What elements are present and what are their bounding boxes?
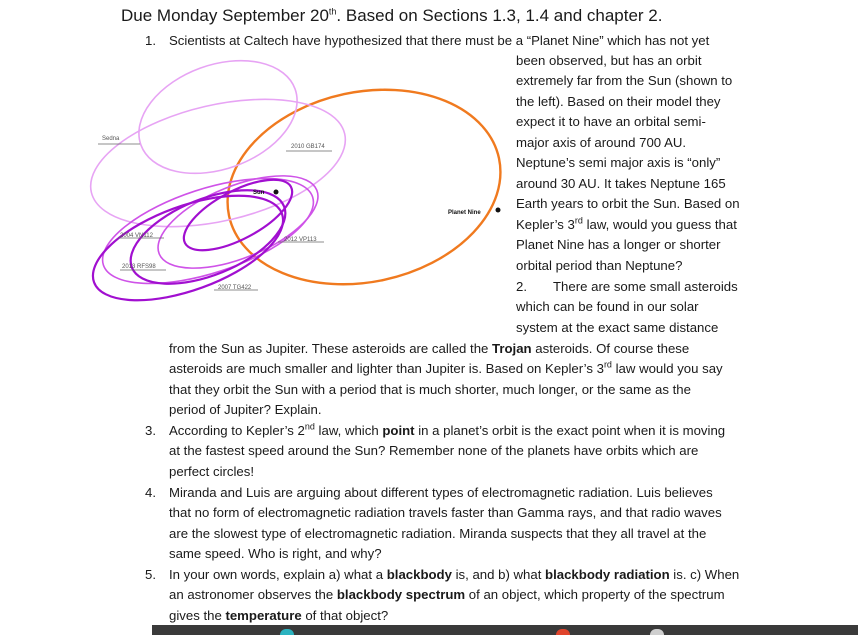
q4-line-4: same speed. Who is right, and why? — [169, 546, 382, 561]
q1-line-2: been observed, but has an orbit — [516, 53, 702, 68]
q1-line-11: Planet Nine has a longer or shorter — [516, 237, 721, 252]
q2-line-6: that they orbit the Sun with a period that is much shorter, much longer, or the same as the — [169, 382, 691, 397]
q4-number: 4. — [145, 485, 156, 500]
label-2013-rfs98: 2013 RFS98 — [122, 264, 156, 270]
label-2012-vp113: 2012 VP113 — [284, 237, 317, 243]
q5-line-2: an astronomer observes the blackbody spectrum of an object, which property of the spectrum — [169, 587, 725, 602]
orbit-diagram — [88, 52, 508, 317]
q5-line-1: In your own words, explain a) what a blackbody is, and b) what blackbody radiation is. c) When — [169, 567, 740, 582]
q3-number: 3. — [145, 423, 156, 438]
q2-line-7: period of Jupiter? Explain. — [169, 402, 322, 417]
app-icon[interactable] — [280, 629, 294, 635]
taskbar — [152, 625, 858, 635]
q1-number: 1. — [145, 33, 156, 48]
label-sedna: Sedna — [102, 136, 120, 142]
q4-line-1: Miranda and Luis are arguing about different types of electromagnetic radiation. Luis believes — [169, 485, 713, 500]
label-sun: Sun — [253, 190, 265, 196]
planet-nine-orbit — [209, 65, 508, 308]
q2-line-4: from the Sun as Jupiter. These asteroids are called the Trojan asteroids. Of course these — [169, 341, 690, 356]
app-icon[interactable] — [650, 629, 664, 635]
label-2007-tg422: 2007 TG422 — [218, 285, 252, 291]
heading-text: Due Monday September 20 — [121, 6, 329, 25]
heading-text-rest: . Based on Sections 1.3, 1.4 and chapter 2. — [336, 6, 663, 25]
q2-number: 2. — [516, 279, 527, 294]
q1-line-12: orbital period than Neptune? — [516, 258, 683, 273]
q1-line-1: Scientists at Caltech have hypothesized that there must be a “Planet Nine” which has not yet — [169, 33, 710, 48]
q1-line-6: major axis of around 700 AU. — [516, 135, 687, 150]
vn112-orbit — [90, 157, 325, 305]
q4-line-3: are the slowest type of electromagnetic radiation. Miranda suspects that they all travel at the — [169, 526, 707, 541]
q2-line-3: system at the exact same distance — [516, 320, 719, 335]
q4-line-2: that no form of electromagnetic radiation travels faster than Gamma rays, and that radio waves — [169, 505, 722, 520]
planet-nine-dot — [496, 208, 501, 213]
q1-line-3: extremely far from the Sun (shown to — [516, 73, 733, 88]
q1-line-8: around 30 AU. It takes Neptune 165 — [516, 176, 726, 191]
q1-line-9: Earth years to orbit the Sun. Based on — [516, 196, 740, 211]
q1-line-7: Neptune’s semi major axis is “only” — [516, 155, 721, 170]
q5-number: 5. — [145, 567, 156, 582]
label-2010-gb174: 2010 GB174 — [291, 144, 325, 150]
q5-line-3: gives the temperature of that object? — [169, 608, 389, 623]
q1-line-5: expect it to have an orbital semi- — [516, 114, 706, 129]
q3-line-1: According to Kepler’s 2nd law, which point in a planet’s orbit is the exact point when it is moving — [169, 421, 726, 438]
app-icon[interactable] — [556, 629, 570, 635]
label-planet-nine: Planet Nine — [448, 210, 481, 216]
q2-line-1: There are some small asteroids — [553, 279, 738, 294]
label-2004-vn112: 2004 VN112 — [120, 233, 153, 239]
q1-line-4: the left). Based on their model they — [516, 94, 721, 109]
sun-dot — [274, 190, 279, 195]
q2-line-2: which can be found in our solar — [516, 299, 699, 314]
q3-line-2: at the fastest speed around the Sun? Remember none of the planets have orbits which are — [169, 443, 699, 458]
q2-line-5: asteroids are much smaller and lighter than Jupiter is. Based on Kepler’s 3rd law would you say — [169, 359, 723, 376]
assignment-heading — [121, 6, 662, 26]
q1-line-10: Kepler’s 3rd law, would you guess that — [516, 215, 737, 232]
q3-line-3: perfect circles! — [169, 464, 255, 479]
gb174-orbit — [123, 52, 313, 194]
heading-superscript: th — [328, 6, 337, 17]
vp113-orbit — [146, 157, 331, 287]
